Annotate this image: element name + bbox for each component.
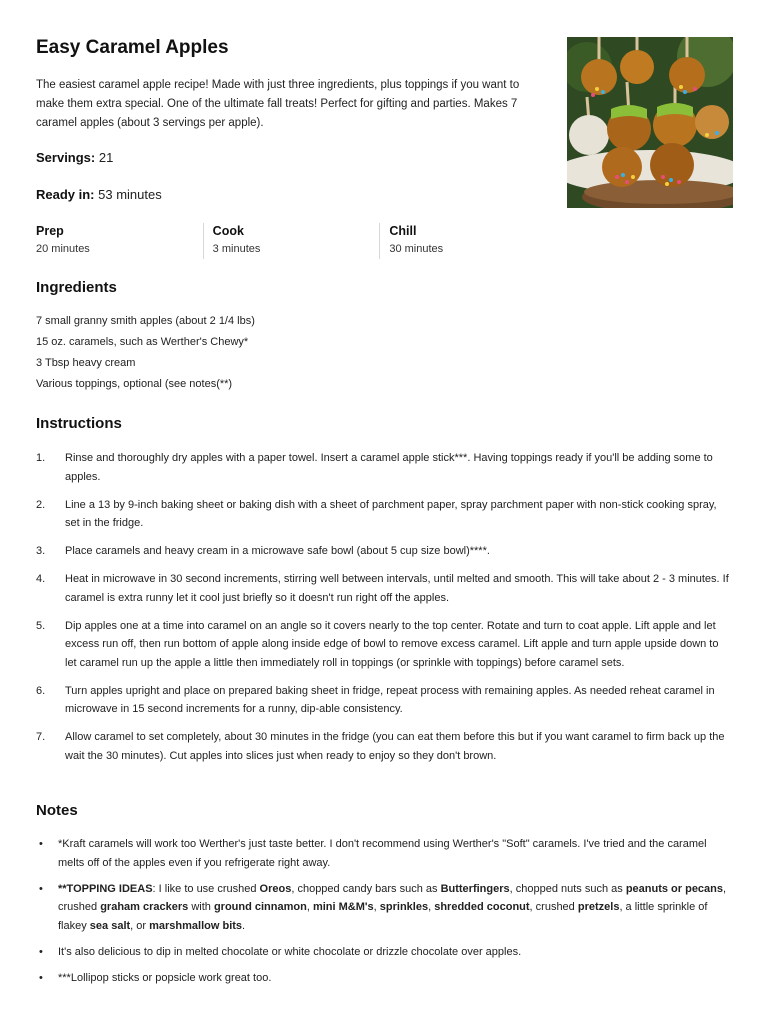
- step-text: Allow caramel to set completely, about 30 minutes in the fridge (you can eat them before this but if you want caramel to firm back up the wait the 30 minutes). Cut apples into slices just when ready to enjoy so they don't brown.: [65, 731, 725, 762]
- prep-value: 20 minutes: [36, 243, 90, 255]
- note-text: ,: [306, 901, 313, 913]
- step-text: Heat in microwave in 30 second increments, stirring well between intervals, until melted and smooth. This will take about 2 - 3 minutes. If caramel is extra runny let it cool just briefly so it doesn't run right off the apples.: [65, 573, 729, 604]
- instruction-step: [36, 449, 733, 486]
- note-emphasis: graham crackers: [100, 901, 189, 913]
- note-text: , chopped candy bars such as: [291, 882, 441, 895]
- note-text: , or: [130, 919, 150, 932]
- step-number: 6.: [36, 684, 46, 697]
- notes-heading: Notes: [36, 802, 78, 819]
- bullet-icon: •: [39, 882, 43, 895]
- ingredients-heading: Ingredients: [36, 279, 117, 296]
- prep-label: Prep: [36, 224, 64, 238]
- caramel-apples-illustration: [567, 37, 733, 208]
- instruction-step: [36, 617, 733, 673]
- note-emphasis: sea salt: [89, 919, 131, 932]
- note-emphasis: marshmallow bits: [149, 919, 243, 932]
- step-number: 5.: [36, 619, 46, 632]
- instruction-step: [36, 570, 733, 607]
- note-emphasis: ground cinnamon: [213, 901, 307, 913]
- step-number: 7.: [36, 731, 46, 743]
- note-text: : I like to use crushed: [152, 882, 260, 895]
- note-emphasis: **TOPPING IDEAS: [58, 882, 153, 895]
- cook-label: Cook: [212, 224, 244, 238]
- instruction-step: [36, 542, 733, 561]
- note-emphasis: shredded coconut: [434, 901, 530, 913]
- note-text: ,: [428, 901, 435, 913]
- instruction-step: [36, 682, 733, 719]
- note-text: ***Lollipop sticks or popsicle work great too.: [58, 971, 272, 984]
- ready-in-label: Ready in:: [36, 187, 95, 202]
- chill-time: [379, 223, 556, 259]
- chill-label: Chill: [389, 224, 417, 238]
- chill-value: 30 minutes: [389, 243, 444, 255]
- servings-line: [36, 150, 113, 165]
- note-emphasis: pretzels: [577, 901, 620, 913]
- ingredient-item: 7 small granny smith apples (about 2 1/4 lbs): [36, 315, 255, 327]
- note-text: It's also delicious to dip in melted chocolate or white chocolate or drizzle chocolate over apples.: [58, 945, 522, 958]
- note-item: [36, 835, 733, 872]
- ready-in-value: 53 minutes: [98, 187, 162, 202]
- recipe-title: Easy Caramel Apples: [36, 37, 229, 58]
- note-item: [36, 880, 733, 936]
- cook-time: [203, 223, 380, 259]
- note-item: [36, 969, 733, 988]
- note-text: , chopped nuts such as: [509, 882, 626, 895]
- step-text: Dip apples one at a time into caramel on an angle so it covers nearly to the top center. Rotate and turn to coat apple. Lift apple and let excess run off, then run bottom of apple along inside edge of bowl to remove excess caramel. Lift apple and turn apple upside down to let caramel run up the apple a little then immediately roll in toppings (or sprinkle with toppings) before caramel sets.: [65, 619, 719, 669]
- ingredient-item: 15 oz. caramels, such as Werther's Chewy*: [36, 336, 249, 348]
- cook-value: 3 minutes: [212, 243, 261, 255]
- ingredient-item: Various toppings, optional (see notes(**): [36, 378, 233, 390]
- note-text: , crushed: [58, 882, 727, 913]
- step-text: Line a 13 by 9-inch baking sheet or baking dish with a sheet of parchment paper, spray parchment paper with non-stick cooking spray, set in the fridge.: [65, 498, 717, 529]
- ingredients-list: [36, 311, 255, 395]
- note-text: with: [188, 901, 214, 913]
- bullet-icon: •: [39, 971, 43, 984]
- step-number: 1.: [36, 452, 46, 464]
- note-text: , a little sprinkle of flakey: [58, 901, 708, 932]
- servings-label: Servings:: [36, 150, 96, 165]
- note-emphasis: peanuts or pecans: [625, 882, 724, 895]
- note-emphasis: Butterfingers: [440, 882, 510, 895]
- servings-value: 21: [98, 150, 114, 165]
- note-emphasis: mini M&M's: [312, 901, 374, 913]
- notes-list: [36, 835, 733, 995]
- prep-time: [36, 223, 203, 259]
- recipe-intro: The easiest caramel apple recipe! Made with just three ingredients, plus toppings if you want to make them extra special. One of the ultimate fall treats! Perfect for gifting and parties. Makes 7 caramel apples (about 3 servings per apple).: [36, 79, 520, 129]
- note-emphasis: Oreos: [259, 882, 292, 895]
- bullet-icon: •: [39, 945, 43, 958]
- note-emphasis: sprinkles: [379, 901, 429, 913]
- note-item: [36, 943, 733, 962]
- step-number: 2.: [36, 498, 46, 511]
- note-text: .: [242, 919, 246, 932]
- step-number: 3.: [36, 545, 46, 557]
- step-text: Place caramels and heavy cream in a microwave safe bowl (about 5 cup size bowl)****.: [65, 545, 490, 557]
- caramel-apples-photo: [567, 37, 733, 208]
- instructions-heading: Instructions: [36, 415, 122, 432]
- ingredient-item: 3 Tbsp heavy cream: [36, 357, 136, 369]
- note-text: , crushed: [529, 901, 578, 913]
- time-breakdown: [36, 223, 556, 259]
- ready-in-line: [36, 187, 162, 202]
- step-text: Turn apples upright and place on prepared baking sheet in fridge, repeat process with remaining apples. As needed reheat caramel in microwave in 15 second increments for a runny, dip-able consistency.: [65, 684, 715, 715]
- note-text: ,: [373, 901, 380, 913]
- instruction-step: [36, 496, 733, 533]
- bullet-icon: •: [39, 838, 43, 850]
- note-text: *Kraft caramels will work too Werther's just taste better. I don't recommend using Werther's "Soft" caramels. I've tried and the caramel melts off of the apples even if you refrigerate right away.: [58, 838, 707, 869]
- step-number: 4.: [36, 573, 46, 585]
- instructions-list: [36, 449, 733, 775]
- step-text: Rinse and thoroughly dry apples with a paper towel. Insert a caramel apple stick***. Having toppings ready if you'll be adding some to apples.: [65, 452, 713, 483]
- instruction-step: [36, 728, 733, 765]
